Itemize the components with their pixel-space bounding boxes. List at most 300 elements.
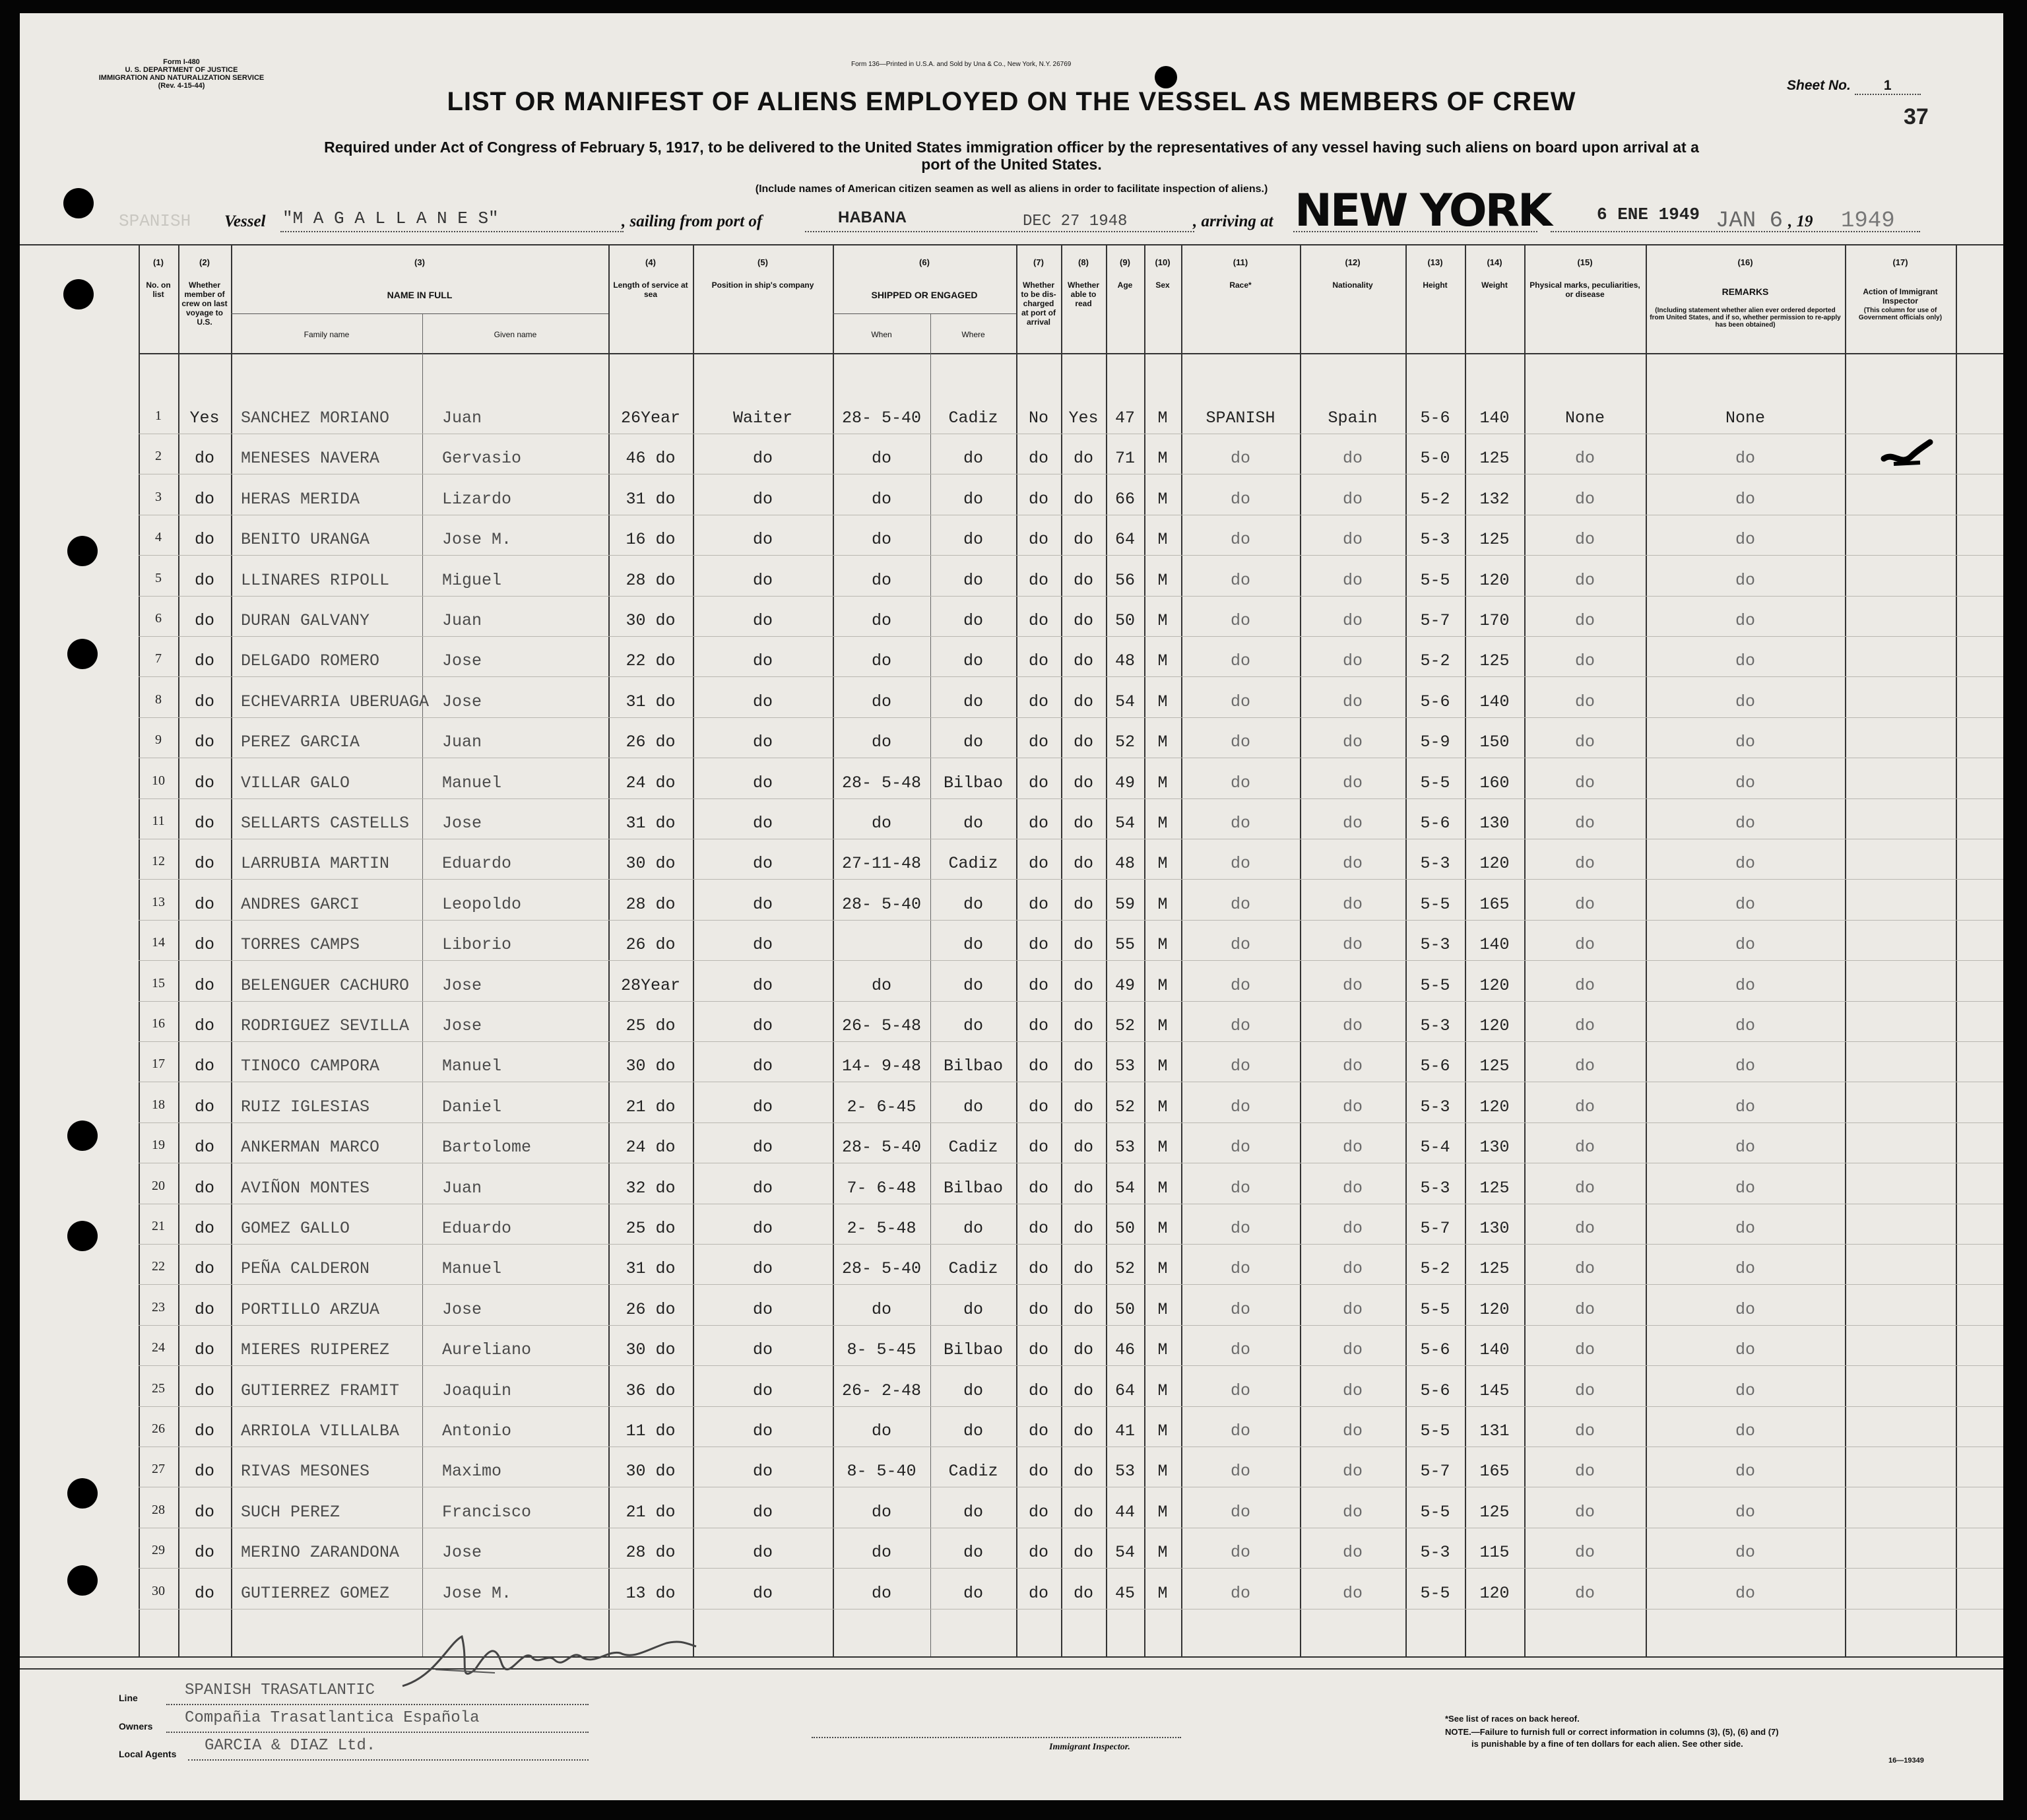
cell-marks: do xyxy=(1574,1259,1595,1279)
cell-race: do xyxy=(1230,1583,1250,1603)
cell-weight: 120 xyxy=(1479,1016,1510,1035)
cell-position: do xyxy=(752,1219,773,1238)
cell-position: do xyxy=(752,1056,773,1076)
column-number: (2) xyxy=(199,257,210,267)
cell-race: do xyxy=(1230,530,1250,550)
cell-family: VILLAR GALO xyxy=(241,773,350,793)
cell-marks: do xyxy=(1574,1138,1595,1157)
cell-position: do xyxy=(752,651,773,671)
column-number: (15) xyxy=(1577,257,1593,267)
punch-hole xyxy=(67,1221,98,1251)
cell-height: 5-5 xyxy=(1420,773,1450,793)
cell-weight: 120 xyxy=(1479,975,1510,995)
cell-service: 30 do xyxy=(626,1462,676,1481)
cell-family: ANKERMAN MARCO xyxy=(241,1138,380,1157)
cell-where: do xyxy=(963,1299,983,1319)
cell-age: 52 xyxy=(1114,1097,1135,1117)
cell-position: do xyxy=(752,1502,773,1522)
cell-race: SPANISH xyxy=(1206,408,1275,428)
cell-prev: do xyxy=(194,530,214,550)
cell-race: do xyxy=(1230,1462,1250,1481)
cell-remarks: do xyxy=(1735,1178,1755,1198)
cell-weight: 170 xyxy=(1479,611,1510,630)
cell-race: do xyxy=(1230,692,1250,711)
column-subnote: (Including statement whether alien ever ordered deported from United States, and if so, whether permission to re-apply has been obtained) xyxy=(1650,307,1841,329)
cell-family: BENITO URANGA xyxy=(241,530,370,550)
cell-race: do xyxy=(1230,1178,1250,1198)
cell-position: do xyxy=(752,1299,773,1319)
cell-weight: 120 xyxy=(1479,570,1510,590)
cell-height: 5-6 xyxy=(1420,1056,1450,1076)
cell-family: ARRIOLA VILLALBA xyxy=(241,1421,400,1441)
cell-height: 5-3 xyxy=(1420,935,1450,955)
cell-prev: do xyxy=(194,1178,214,1198)
cell-sex: M xyxy=(1157,489,1168,509)
cell-family: SUCH PEREZ xyxy=(241,1502,340,1522)
cell-age: 52 xyxy=(1114,732,1135,752)
cell-read: do xyxy=(1073,1016,1093,1035)
cell-service: 22 do xyxy=(626,651,676,671)
cell-remarks: do xyxy=(1735,1340,1755,1360)
cell-given: Jose xyxy=(442,1543,482,1563)
cell-discharge: do xyxy=(1028,1259,1048,1279)
cell-read: do xyxy=(1073,1097,1093,1117)
cell-read: do xyxy=(1073,975,1093,995)
cell-weight: 125 xyxy=(1479,651,1510,671)
cell-discharge: do xyxy=(1028,651,1048,671)
cell-no: 1 xyxy=(155,408,162,423)
cell-when: 14- 9-48 xyxy=(841,1056,922,1076)
form-header xyxy=(82,58,280,90)
cell-given: Jose xyxy=(442,1016,482,1035)
cell-service: 31 do xyxy=(626,1259,676,1279)
year-stamp: 1949 xyxy=(1841,209,1895,234)
cell-race: do xyxy=(1230,854,1250,874)
sheet-label: Sheet No. xyxy=(1787,78,1851,93)
cell-remarks: do xyxy=(1735,449,1755,469)
cell-nat: do xyxy=(1342,1381,1363,1400)
cell-remarks: do xyxy=(1735,975,1755,995)
cell-marks: do xyxy=(1574,1016,1595,1035)
cell-nat: do xyxy=(1342,692,1363,711)
column-header: Height xyxy=(1423,280,1448,290)
cell-height: 5-6 xyxy=(1420,1340,1450,1360)
cell-sex: M xyxy=(1157,570,1168,590)
cell-weight: 125 xyxy=(1479,1502,1510,1522)
cell-position: do xyxy=(752,1462,773,1481)
cell-remarks: do xyxy=(1735,854,1755,874)
cell-position: do xyxy=(752,1097,773,1117)
cell-given: Juan xyxy=(442,408,482,428)
cell-nat: do xyxy=(1342,1219,1363,1238)
arrival-port-stamp: NEW YORK xyxy=(1295,185,1551,237)
cell-weight: 140 xyxy=(1479,1340,1510,1360)
cell-service: 24 do xyxy=(626,773,676,793)
cell-remarks: do xyxy=(1735,773,1755,793)
cell-height: 5-3 xyxy=(1420,1178,1450,1198)
column-number: (7) xyxy=(1033,257,1044,267)
cell-remarks: do xyxy=(1735,814,1755,833)
cell-position: do xyxy=(752,773,773,793)
cell-when: do xyxy=(871,814,891,833)
cell-nat: do xyxy=(1342,1502,1363,1522)
cell-nat: do xyxy=(1342,1016,1363,1035)
cell-given: Jose M. xyxy=(442,530,512,550)
cell-prev: do xyxy=(194,651,214,671)
cell-discharge: do xyxy=(1028,1299,1048,1319)
column-number: (1) xyxy=(153,257,164,267)
cell-service: 30 do xyxy=(626,854,676,874)
cell-where: Cadiz xyxy=(948,1462,998,1481)
cell-nat: do xyxy=(1342,1056,1363,1076)
cell-family: TORRES CAMPS xyxy=(241,935,360,955)
cell-age: 54 xyxy=(1114,692,1135,711)
cell-discharge: do xyxy=(1028,1138,1048,1157)
cell-prev: do xyxy=(194,1340,214,1360)
cell-sex: M xyxy=(1157,1421,1168,1441)
cell-family: TINOCO CAMPORA xyxy=(241,1056,380,1076)
cell-position: do xyxy=(752,1421,773,1441)
vessel-label: Vessel xyxy=(224,212,266,230)
cell-height: 5-7 xyxy=(1420,1219,1450,1238)
cell-where: do xyxy=(963,894,983,914)
cell-age: 64 xyxy=(1114,530,1135,550)
cell-race: do xyxy=(1230,732,1250,752)
cell-service: 21 do xyxy=(626,1502,676,1522)
cell-prev: do xyxy=(194,1502,214,1522)
cell-family: RUIZ IGLESIAS xyxy=(241,1097,370,1117)
cell-family: MIERES RUIPEREZ xyxy=(241,1340,390,1360)
cell-service: 26 do xyxy=(626,1299,676,1319)
column-header: Weight xyxy=(1481,280,1508,290)
cell-position: do xyxy=(752,975,773,995)
cell-weight: 125 xyxy=(1479,1056,1510,1076)
vessel-faint-prefix: SPANISH xyxy=(119,211,191,231)
cell-age: 41 xyxy=(1114,1421,1135,1441)
cell-position: do xyxy=(752,1583,773,1603)
cell-where: do xyxy=(963,1097,983,1117)
cell-discharge: do xyxy=(1028,1340,1048,1360)
cell-prev: do xyxy=(194,1299,214,1319)
cell-remarks: do xyxy=(1735,1583,1755,1603)
cell-remarks: do xyxy=(1735,1543,1755,1563)
cell-race: do xyxy=(1230,449,1250,469)
punch-hole xyxy=(63,279,94,309)
cell-age: 54 xyxy=(1114,1543,1135,1563)
cell-remarks: do xyxy=(1735,1421,1755,1441)
cell-family: GOMEZ GALLO xyxy=(241,1219,350,1238)
cell-age: 54 xyxy=(1114,1178,1135,1198)
cell-family: HERAS MERIDA xyxy=(241,489,360,509)
cell-sex: M xyxy=(1157,408,1168,428)
cell-age: 56 xyxy=(1114,570,1135,590)
cell-age: 46 xyxy=(1114,1340,1135,1360)
column-number: (10) xyxy=(1155,257,1171,267)
cell-race: do xyxy=(1230,1138,1250,1157)
cell-discharge: do xyxy=(1028,975,1048,995)
cell-marks: do xyxy=(1574,935,1595,955)
cell-family: MENESES NAVERA xyxy=(241,449,380,469)
cell-race: do xyxy=(1230,570,1250,590)
cell-given: Liborio xyxy=(442,935,512,955)
cell-remarks: do xyxy=(1735,1097,1755,1117)
cell-height: 5-5 xyxy=(1420,1583,1450,1603)
cell-given: Jose xyxy=(442,651,482,671)
cell-sex: M xyxy=(1157,894,1168,914)
cell-nat: do xyxy=(1342,1462,1363,1481)
agents-value: GARCIA & DIAZ Ltd. xyxy=(205,1737,376,1755)
cell-given: Francisco xyxy=(442,1502,532,1522)
race-note: *See list of races on back hereof. xyxy=(1445,1714,1580,1724)
cell-weight: 165 xyxy=(1479,894,1510,914)
cell-age: 64 xyxy=(1114,1381,1135,1400)
cell-height: 5-7 xyxy=(1420,611,1450,630)
column-header: No. on list xyxy=(146,280,171,299)
cell-height: 5-6 xyxy=(1420,692,1450,711)
cell-nat: do xyxy=(1342,1421,1363,1441)
cell-where: do xyxy=(963,651,983,671)
include-note: (Include names of American citizen seamen as well as aliens in order to facilitate inspection of aliens.) xyxy=(755,183,1268,195)
cell-given: Juan xyxy=(442,611,482,630)
cell-no: 2 xyxy=(155,449,162,464)
cell-read: do xyxy=(1073,1259,1093,1279)
cell-position: do xyxy=(752,732,773,752)
cell-no: 25 xyxy=(152,1381,165,1396)
cell-when: do xyxy=(871,449,891,469)
cell-discharge: do xyxy=(1028,1502,1048,1522)
cell-discharge: do xyxy=(1028,530,1048,550)
cell-when: 8- 5-45 xyxy=(847,1340,917,1360)
cell-read: do xyxy=(1073,1543,1093,1563)
cell-no: 9 xyxy=(155,732,162,748)
column-header: Whether to be dis-charged at port of arrival xyxy=(1021,280,1056,327)
cell-marks: do xyxy=(1574,530,1595,550)
cell-family: AVIÑON MONTES xyxy=(241,1178,370,1198)
cell-family: ECHEVARRIA UBERUAGA xyxy=(241,692,430,711)
cell-when: 2- 5-48 xyxy=(847,1219,917,1238)
cell-marks: do xyxy=(1574,1097,1595,1117)
cell-discharge: do xyxy=(1028,732,1048,752)
cell-race: do xyxy=(1230,611,1250,630)
cell-read: do xyxy=(1073,489,1093,509)
column-number: (13) xyxy=(1427,257,1443,267)
column-number: (11) xyxy=(1233,257,1248,267)
cell-given: Jose xyxy=(442,692,482,711)
cell-family: LARRUBIA MARTIN xyxy=(241,854,390,874)
cell-prev: do xyxy=(194,1462,214,1481)
punch-hole xyxy=(67,1565,98,1596)
cell-no: 26 xyxy=(152,1421,165,1436)
cell-weight: 125 xyxy=(1479,1178,1510,1198)
cell-sex: M xyxy=(1157,530,1168,550)
cell-read: do xyxy=(1073,1381,1093,1400)
cell-age: 47 xyxy=(1114,408,1135,428)
department: U. S. DEPARTMENT OF JUSTICE xyxy=(125,66,238,74)
cell-weight: 131 xyxy=(1479,1421,1510,1441)
cell-service: 30 do xyxy=(626,1340,676,1360)
cell-no: 23 xyxy=(152,1299,165,1315)
cell-age: 53 xyxy=(1114,1138,1135,1157)
cell-when: 2- 6-45 xyxy=(847,1097,917,1117)
cell-family: PORTILLO ARZUA xyxy=(241,1299,380,1319)
cell-prev: do xyxy=(194,894,214,914)
cell-prev: do xyxy=(194,1056,214,1076)
cell-position: do xyxy=(752,1381,773,1400)
sheet-value: 1 xyxy=(1855,78,1921,95)
cell-height: 5-3 xyxy=(1420,1016,1450,1035)
cell-read: do xyxy=(1073,611,1093,630)
cell-discharge: do xyxy=(1028,1421,1048,1441)
cell-weight: 132 xyxy=(1479,489,1510,509)
cell-height: 5-3 xyxy=(1420,1097,1450,1117)
cell-sex: M xyxy=(1157,611,1168,630)
cell-service: 24 do xyxy=(626,1138,676,1157)
cell-position: do xyxy=(752,1259,773,1279)
cell-height: 5-6 xyxy=(1420,1381,1450,1400)
cell-marks: do xyxy=(1574,814,1595,833)
cell-height: 5-2 xyxy=(1420,489,1450,509)
cell-discharge: do xyxy=(1028,814,1048,833)
cell-race: do xyxy=(1230,1381,1250,1400)
cell-discharge: do xyxy=(1028,1056,1048,1076)
cell-where: do xyxy=(963,1543,983,1563)
cell-service: 36 do xyxy=(626,1381,676,1400)
cell-position: do xyxy=(752,1178,773,1198)
cell-no: 6 xyxy=(155,611,162,626)
cell-weight: 140 xyxy=(1479,408,1510,428)
cell-sex: M xyxy=(1157,1583,1168,1603)
cell-age: 53 xyxy=(1114,1056,1135,1076)
cell-height: 5-3 xyxy=(1420,854,1450,874)
cell-where: Cadiz xyxy=(948,1138,998,1157)
cell-no: 18 xyxy=(152,1097,165,1112)
cell-no: 19 xyxy=(152,1138,165,1153)
punch-hole xyxy=(67,1121,98,1151)
cell-where: do xyxy=(963,814,983,833)
cell-when: do xyxy=(871,692,891,711)
cell-marks: None xyxy=(1564,408,1605,428)
cell-age: 48 xyxy=(1114,651,1135,671)
cell-marks: do xyxy=(1574,651,1595,671)
cell-read: do xyxy=(1073,854,1093,874)
cell-race: do xyxy=(1230,1056,1250,1076)
cell-sex: M xyxy=(1157,935,1168,955)
cell-nat: do xyxy=(1342,854,1363,874)
cell-service: 13 do xyxy=(626,1583,676,1603)
cell-position: do xyxy=(752,489,773,509)
arrival-stamp-date: 6 ENE 1949 xyxy=(1597,205,1700,224)
cell-race: do xyxy=(1230,975,1250,995)
cell-given: Miguel xyxy=(442,570,502,590)
cell-marks: do xyxy=(1574,692,1595,711)
cell-where: do xyxy=(963,1016,983,1035)
column-number: (17) xyxy=(1892,257,1908,267)
cell-prev: do xyxy=(194,1421,214,1441)
cell-weight: 125 xyxy=(1479,530,1510,550)
cell-marks: do xyxy=(1574,1543,1595,1563)
cell-no: 27 xyxy=(152,1462,165,1477)
cell-when: do xyxy=(871,1502,891,1522)
cell-given: Gervasio xyxy=(442,449,522,469)
cell-where: do xyxy=(963,975,983,995)
cell-position: do xyxy=(752,611,773,630)
cell-service: 46 do xyxy=(626,449,676,469)
cell-remarks: do xyxy=(1735,1016,1755,1035)
cell-no: 8 xyxy=(155,692,162,707)
column-header: Nationality xyxy=(1332,280,1373,290)
cell-race: do xyxy=(1230,1016,1250,1035)
cell-height: 5-5 xyxy=(1420,1299,1450,1319)
cell-weight: 140 xyxy=(1479,692,1510,711)
column-header: Physical marks, peculiarities, or disease xyxy=(1529,280,1640,299)
cell-read: do xyxy=(1073,935,1093,955)
cell-height: 5-2 xyxy=(1420,1259,1450,1279)
cell-marks: do xyxy=(1574,732,1595,752)
cell-given: Leopoldo xyxy=(442,894,522,914)
cell-discharge: No xyxy=(1028,408,1048,428)
cell-family: DELGADO ROMERO xyxy=(241,651,380,671)
cell-age: 55 xyxy=(1114,935,1135,955)
cell-where: Bilbao xyxy=(943,1340,1003,1360)
punch-hole xyxy=(67,536,98,566)
cell-when: do xyxy=(871,570,891,590)
owners-label: Owners xyxy=(119,1721,153,1732)
cell-position: do xyxy=(752,894,773,914)
cell-read: do xyxy=(1073,1502,1093,1522)
cell-read: do xyxy=(1073,1421,1093,1441)
column-subnote: (This column for use of Government officials only) xyxy=(1858,307,1943,321)
cell-remarks: None xyxy=(1725,408,1765,428)
cell-sex: M xyxy=(1157,1178,1168,1198)
cell-nat: do xyxy=(1342,1178,1363,1198)
cell-remarks: do xyxy=(1735,1259,1755,1279)
cell-weight: 120 xyxy=(1479,1299,1510,1319)
sailing-port: HABANA xyxy=(838,209,907,226)
cell-age: 52 xyxy=(1114,1259,1135,1279)
requirement-line-1: Required under Act of Congress of February 5, 1917, to be delivered to the United States immigration officer by the representatives of any vessel having such aliens on board upon arrival at a xyxy=(324,139,1699,156)
column-number: (14) xyxy=(1487,257,1502,267)
cell-sex: M xyxy=(1157,1097,1168,1117)
cell-family: LLINARES RIPOLL xyxy=(241,570,390,590)
cell-weight: 165 xyxy=(1479,1462,1510,1481)
column-header: SHIPPED OR ENGAGED xyxy=(871,290,978,300)
cell-nat: do xyxy=(1342,1543,1363,1563)
cell-when: do xyxy=(871,1543,891,1563)
cell-sex: M xyxy=(1157,975,1168,995)
cell-given: Antonio xyxy=(442,1421,512,1441)
cell-service: 25 do xyxy=(626,1219,676,1238)
cell-service: 31 do xyxy=(626,814,676,833)
cell-when: do xyxy=(871,611,891,630)
cell-when: do xyxy=(871,1583,891,1603)
column-number: (9) xyxy=(1120,257,1130,267)
cell-nat: do xyxy=(1342,773,1363,793)
cell-sex: M xyxy=(1157,773,1168,793)
cell-position: do xyxy=(752,1138,773,1157)
cell-marks: do xyxy=(1574,570,1595,590)
service: IMMIGRATION AND NATURALIZATION SERVICE xyxy=(98,74,265,82)
cell-no: 12 xyxy=(152,854,165,869)
cell-marks: do xyxy=(1574,1502,1595,1522)
cell-where: do xyxy=(963,732,983,752)
cell-when: 28- 5-40 xyxy=(841,408,922,428)
cell-position: do xyxy=(752,1543,773,1563)
cell-prev: do xyxy=(194,935,214,955)
cell-position: do xyxy=(752,692,773,711)
cell-where: do xyxy=(963,1502,983,1522)
cell-read: do xyxy=(1073,530,1093,550)
cell-sex: M xyxy=(1157,1340,1168,1360)
